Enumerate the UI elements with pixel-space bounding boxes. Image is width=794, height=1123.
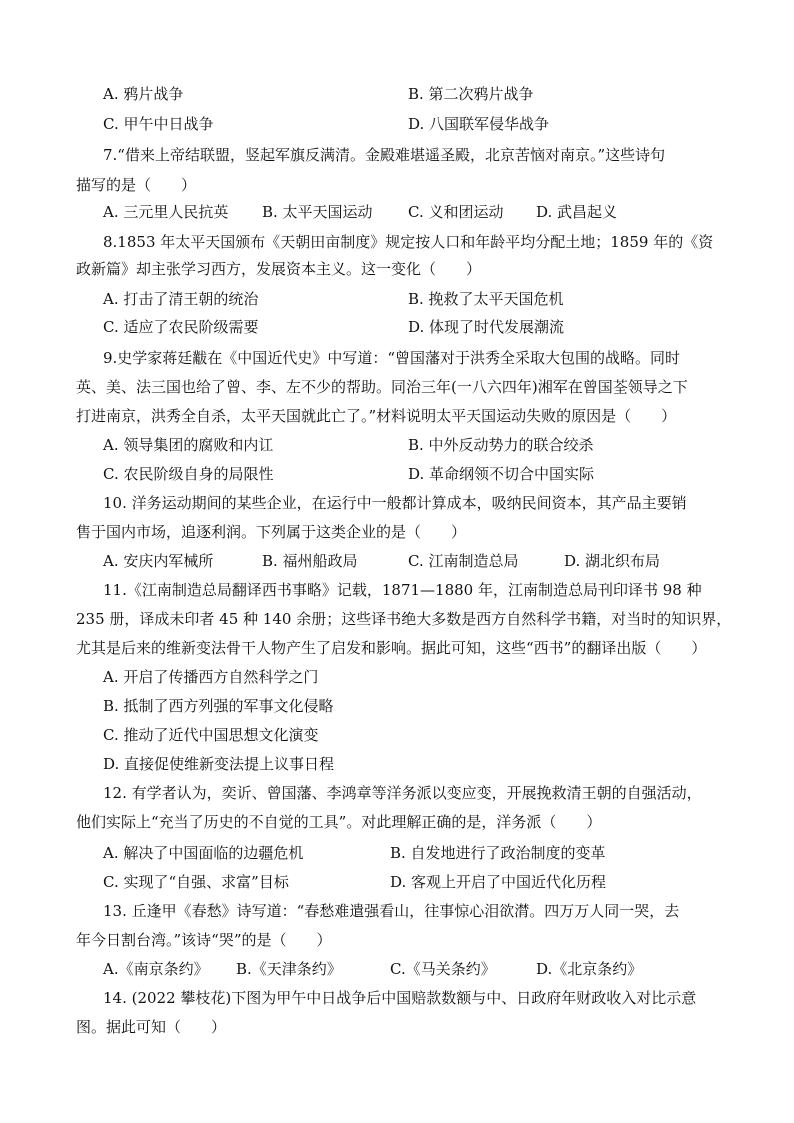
q11-option-d: D. 直接促使维新变法提上议事日程 bbox=[103, 755, 335, 773]
q7-stem-line2: 描写的是（ ） bbox=[76, 176, 197, 194]
q12-stem-line2: 他们实际上“充当了历史的不自觉的工具”。对此理解正确的是，洋务派（ ） bbox=[76, 813, 602, 831]
q11-stem-line2: 235 册，译成未印者 45 种 140 余册；这些译书绝大多数是西方自然科学书籍，对当时的知识界， bbox=[76, 610, 732, 628]
q8-option-c: C. 适应了农民阶级需要 bbox=[103, 318, 259, 336]
q10-option-b: B. 福州船政局 bbox=[262, 552, 358, 570]
q9-stem-line3: 打进南京，洪秀全自杀，太平天国就此亡了。”材料说明太平天国运动失败的原因是（ ） bbox=[76, 407, 677, 425]
q10-option-d: D. 湖北织布局 bbox=[564, 552, 661, 570]
q7-option-d: D. 武昌起义 bbox=[536, 203, 618, 221]
q9-option-a: A. 领导集团的腐败和内讧 bbox=[103, 436, 274, 454]
q8-option-d: D. 体现了时代发展潮流 bbox=[408, 318, 565, 336]
q8-stem-line2: 政新篇》却主张学习西方，发展资本主义。这一变化（ ） bbox=[76, 260, 482, 278]
q10-option-c: C. 江南制造总局 bbox=[408, 552, 519, 570]
q7-option-a: A. 三元里人民抗英 bbox=[103, 203, 229, 221]
q12-option-b: B. 自发地进行了政治制度的变革 bbox=[390, 844, 606, 862]
q9-option-d: D. 革命纲领不切合中国实际 bbox=[408, 465, 595, 483]
q12-option-a: A. 解决了中国面临的边疆危机 bbox=[103, 844, 304, 862]
q10-stem-line2: 售于国内市场，追逐利润。下列属于这类企业的是（ ） bbox=[76, 523, 467, 541]
q10-stem-line1: 10. 洋务运动期间的某些企业，在运行中一般都计算成本，吸纳民间资本，其产品主要销 bbox=[103, 494, 687, 512]
q12-stem-line1: 12. 有学者认为，奕䜣、曾国藩、李鸿章等洋务派以变应变，开展挽救清王朝的自强活动， bbox=[103, 784, 702, 802]
q13-stem-line2: 年今日割台湾。”该诗“哭”的是（ ） bbox=[76, 931, 332, 949]
q9-stem-line1: 9.史学家蒋廷黻在《中国近代史》中写道：“曾国藩对于洪秀全采取大包围的战略。同时 bbox=[103, 349, 680, 367]
q9-option-c: C. 农民阶级自身的局限性 bbox=[103, 465, 274, 483]
q11-option-a: A. 开启了传播西方自然科学之门 bbox=[103, 668, 319, 686]
q11-stem-line3: 尤其是后来的维新变法骨干人物产生了启发和影响。据此可知，这些“西书”的翻译出版（ ） bbox=[76, 639, 707, 657]
q7-option-b: B. 太平天国运动 bbox=[262, 203, 373, 221]
q12-option-d: D. 客观上开启了中国近代化历程 bbox=[390, 873, 607, 891]
q6-option-b: B. 第二次鸦片战争 bbox=[408, 85, 534, 103]
q10-option-a: A. 安庆内军械所 bbox=[103, 552, 214, 570]
q13-option-b: B.《天津条约》 bbox=[236, 960, 342, 978]
q14-stem-line1: 14. (2022 攀枝花)下图为甲午中日战争后中国赔款数额与中、日政府年财政收入对比示意 bbox=[103, 989, 697, 1007]
q6-option-a: A. 鸦片战争 bbox=[103, 85, 184, 103]
q11-option-b: B. 抵制了西方列强的军事文化侵略 bbox=[103, 697, 334, 715]
q8-option-b: B. 挽救了太平天国危机 bbox=[408, 290, 564, 308]
q11-option-c: C. 推动了近代中国思想文化演变 bbox=[103, 726, 319, 744]
q13-stem-line1: 13. 丘逢甲《春愁》诗写道：“春愁难遣强看山，往事惊心泪欲潸。四万万人同一哭，去 bbox=[103, 902, 680, 920]
q12-option-c: C. 实现了“自强、求富”目标 bbox=[103, 873, 289, 891]
q14-stem-line2: 图。据此可知（ ） bbox=[76, 1018, 227, 1036]
q8-option-a: A. 打击了清王朝的统治 bbox=[103, 290, 259, 308]
q7-stem-line1: 7.“借来上帝结联盟，竖起军旗反满清。金殿难堪遥圣殿，北京苦恼对南京。”这些诗句 bbox=[103, 146, 666, 164]
q9-stem-line2: 英、美、法三国也给了曾、李、左不少的帮助。同治三年(一八六四年)湘军在曾国荃领导之下 bbox=[76, 378, 688, 396]
q6-option-d: D. 八国联军侵华战争 bbox=[408, 115, 550, 133]
q7-option-c: C. 义和团运动 bbox=[408, 203, 504, 221]
q11-stem-line1: 11.《江南制造总局翻译西书事略》记载，1871—1880 年，江南制造总局刊印译书 98 种 bbox=[103, 581, 702, 599]
q9-option-b: B. 中外反动势力的联合绞杀 bbox=[408, 436, 594, 454]
q13-option-c: C.《马关条约》 bbox=[390, 960, 496, 978]
q13-option-a: A.《南京条约》 bbox=[103, 960, 209, 978]
q8-stem-line1: 8.1853 年太平天国颁布《天朝田亩制度》规定按人口和年龄平均分配土地；1859 年的《资 bbox=[103, 233, 714, 251]
q13-option-d: D.《北京条约》 bbox=[536, 960, 643, 978]
q6-option-c: C. 甲午中日战争 bbox=[103, 115, 214, 133]
